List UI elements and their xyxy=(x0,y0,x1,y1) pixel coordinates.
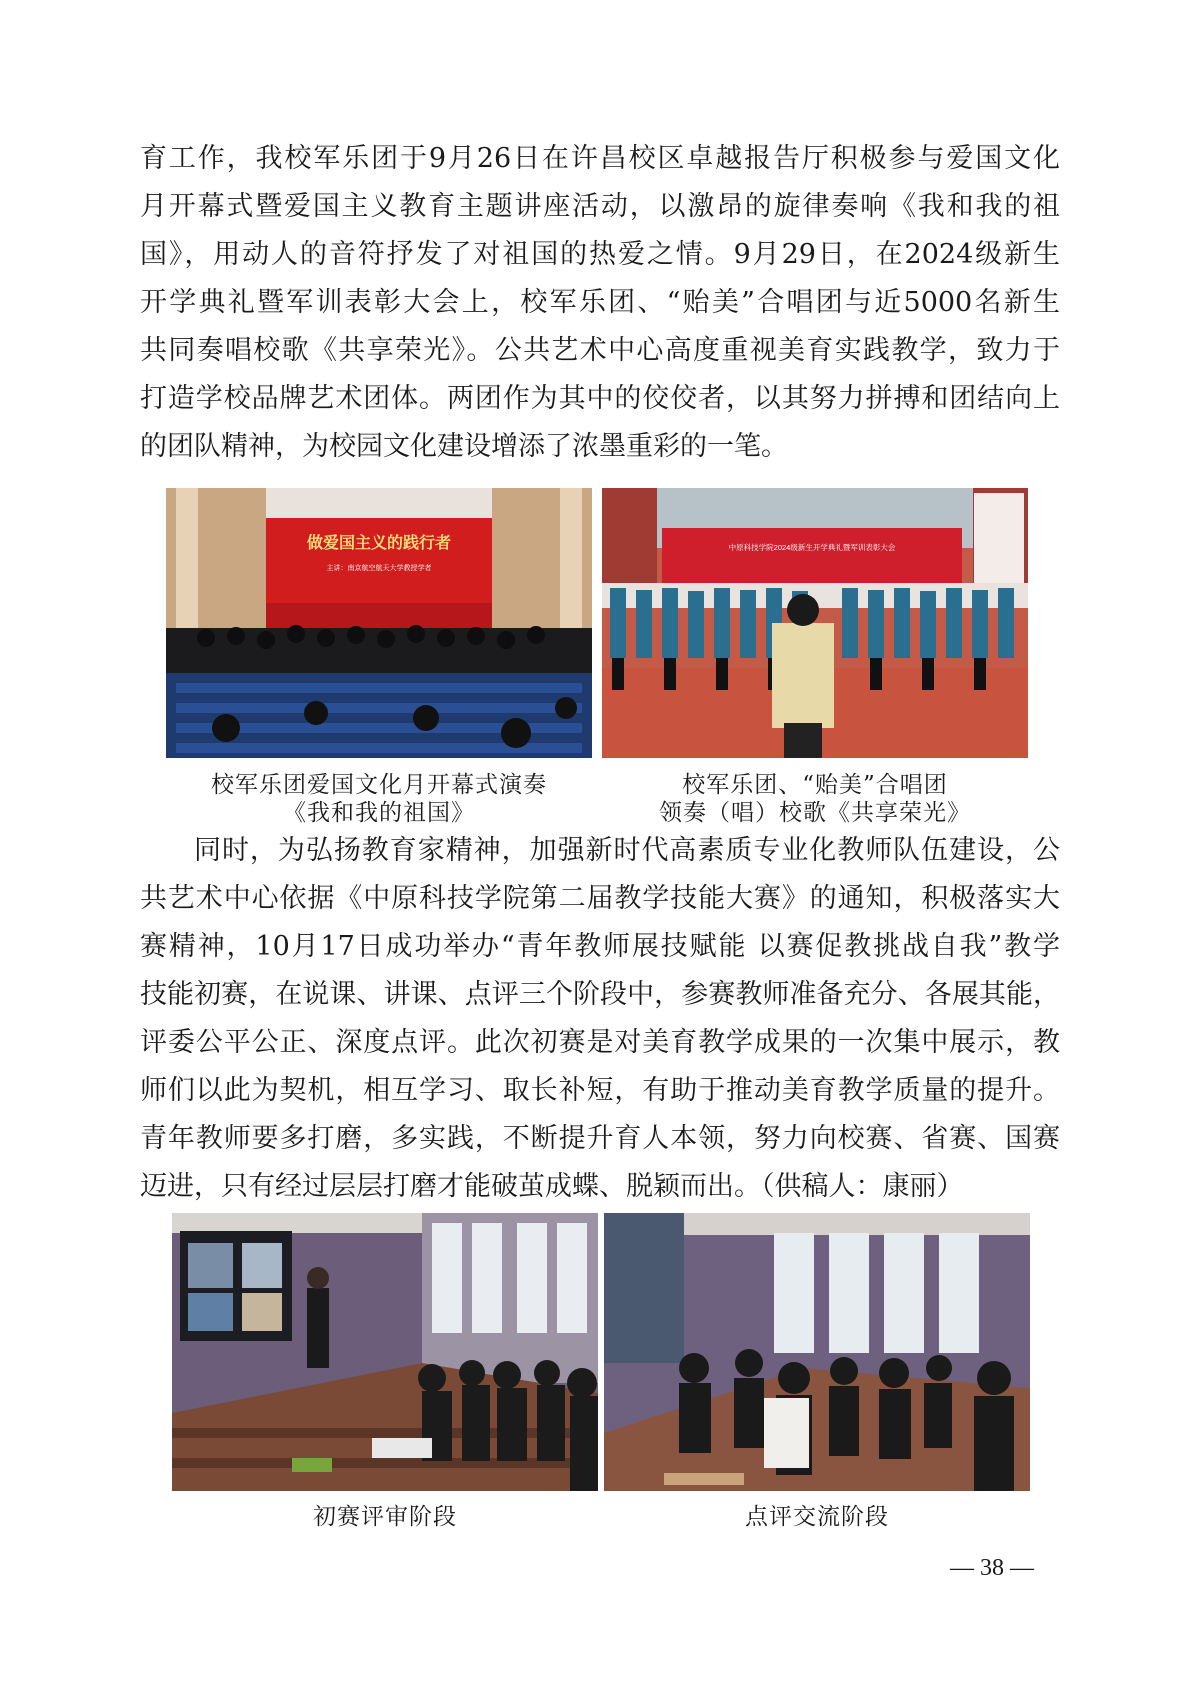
banner-text: 做爱国主义的践行者 xyxy=(306,535,452,552)
paragraph-2 xyxy=(140,827,1060,1211)
page-number: — 38 — xyxy=(950,1555,1034,1581)
text-line: 迈进，只有经过层层打磨才能破茧成蝶、脱颖而出。（供稿人：康丽） xyxy=(140,1171,964,1202)
ceremony-banner: 中原科技学院2024级新生开学典礼暨军训表彰大会 xyxy=(728,543,896,552)
text-line: 国》，用动人的音符抒发了对祖国的热爱之情。9月29日，在2024级新生 xyxy=(140,239,1060,270)
text-line: 打造学校品牌艺术团体。两团作为其中的佼佼者，以其努力拼搏和团结向上 xyxy=(140,383,1060,414)
text-line: 青年教师要多打磨，多实践，不断提升育人本领，努力向校赛、省赛、国赛 xyxy=(140,1123,1060,1154)
caption-line: 领奏（唱）校歌《共享荣光》 xyxy=(659,800,971,826)
text-line: 共同奏唱校歌《共享荣光》。公共艺术中心高度重视美育实践教学，致力于 xyxy=(140,335,1060,366)
caption-review-stage xyxy=(172,1503,598,1531)
paragraph-1 xyxy=(140,135,1060,471)
caption-line: 校军乐团爱国文化月开幕式演奏 xyxy=(211,772,547,798)
caption-comment-stage xyxy=(604,1503,1030,1531)
caption-concert xyxy=(166,771,592,827)
caption-line: 《我和我的祖国》 xyxy=(283,800,475,826)
text-line: 师们以此为契机，相互学习、取长补短，有助于推动美育教学质量的提升。 xyxy=(140,1075,1060,1106)
concert-photo xyxy=(166,488,592,758)
caption-line: 初赛评审阶段 xyxy=(313,1504,457,1530)
text-line: 同时，为弘扬教育家精神，加强新时代高素质专业化教师队伍建设，公 xyxy=(194,835,1060,866)
comment-stage-photo xyxy=(604,1213,1030,1491)
text-line: 的团队精神，为校园文化建设增添了浓墨重彩的一笔。 xyxy=(140,431,788,462)
caption-line: 校军乐团、“贻美”合唱团 xyxy=(682,772,948,798)
banner-subtitle: 主讲：南京航空航天大学教授学者 xyxy=(326,565,432,572)
ceremony-photo xyxy=(602,488,1028,758)
text-line: 开学典礼暨军训表彰大会上，校军乐团、“贻美”合唱团与近5000名新生 xyxy=(140,287,1060,318)
review-stage-photo xyxy=(172,1213,598,1491)
text-line: 育工作，我校军乐团于9月26日在许昌校区卓越报告厅积极参与爱国文化 xyxy=(140,143,1060,174)
text-line: 评委公平公正、深度点评。此次初赛是对美育教学成果的一次集中展示，教 xyxy=(140,1027,1060,1058)
text-line: 月开幕式暨爱国主义教育主题讲座活动，以激昂的旋律奏响《我和我的祖 xyxy=(140,191,1060,222)
text-line: 技能初赛，在说课、讲课、点评三个阶段中，参赛教师准备充分、各展其能， xyxy=(140,979,1060,1010)
text-line: 共艺术中心依据《中原科技学院第二届教学技能大赛》的通知，积极落实大 xyxy=(140,883,1060,914)
caption-ceremony xyxy=(602,771,1028,827)
caption-line: 点评交流阶段 xyxy=(745,1504,889,1530)
text-line: 赛精神，10月17日成功举办“青年教师展技赋能 以赛促教挑战自我”教学 xyxy=(140,931,1060,962)
